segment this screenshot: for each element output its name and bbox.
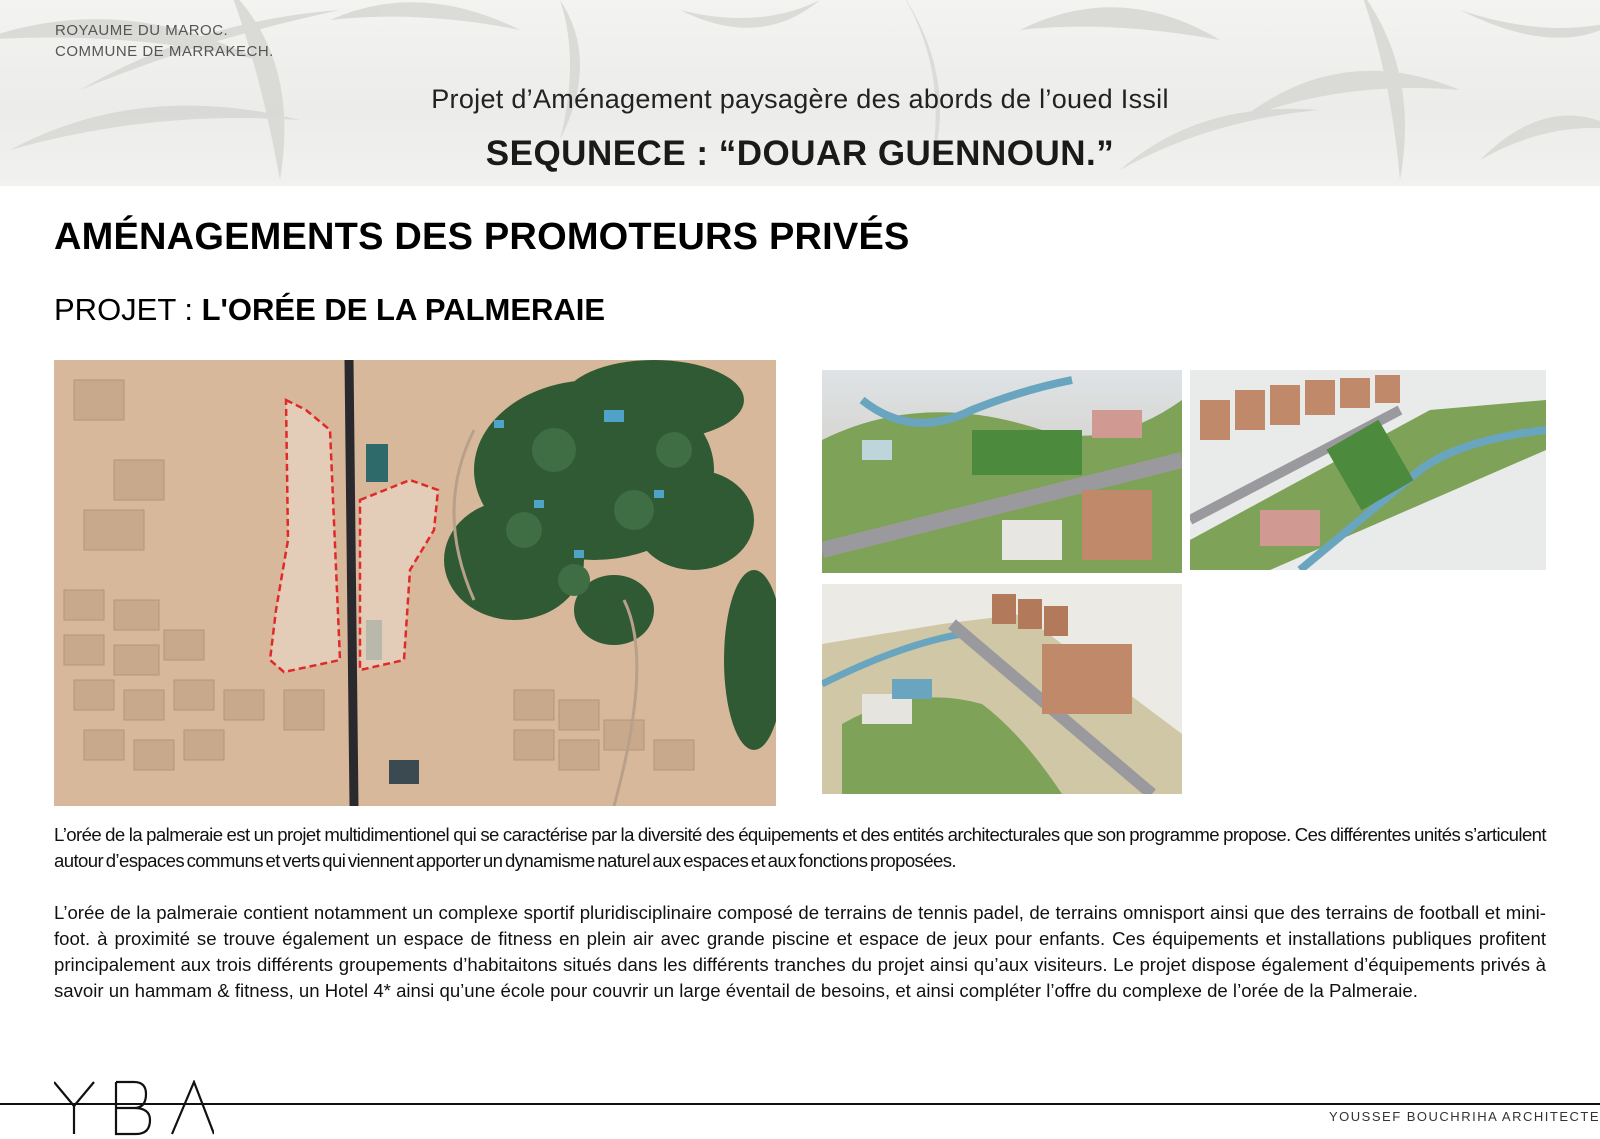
render-image-1 xyxy=(822,370,1182,573)
org-line-1: ROYAUME DU MAROC. xyxy=(55,22,229,39)
render-image-2 xyxy=(1190,370,1546,570)
organization-block xyxy=(55,20,274,62)
description-paragraph-1: L’orée de la palmeraie est un projet multidimentionel qui se caractérise par la diversité des équipements et des entités architecturales que son programme propose. Ces différentes unités s’articulent autour d’espaces communs et verts qui viennent apporter un dynamisme naturel aux espaces et aux fonctions proposées. xyxy=(54,824,1546,871)
render-view-3 xyxy=(822,584,1182,794)
description-paragraph-2: L’orée de la palmeraie contient notamment un complexe sportif pluridisciplinaire composé de terrains de tennis padel, de terrains omnisport ainsi que des terrains de football et mini-foot. à proximité se trouve également un espace de fitness en plein air avec grande piscine et espace de jeux pour enfants. Ces équipements et installations publiques profitent principalement aux trois différents groupements d’habitaitons situés dans les différents tranches du projet ainsi qu’aux visiteurs. Le projet dispose également d’équipements privés à savoir un hammam & fitness, un Hotel 4* ainsi qu’une école pour couvrir un large éventail de besoins, et ainsi compléter l’offre du complexe de l’orée de la Palmeraie. xyxy=(54,902,1546,1001)
project-prefix: PROJET : xyxy=(54,292,202,327)
section-heading: AMÉNAGEMENTS DES PROMOTEURS PRIVÉS xyxy=(54,216,910,258)
render-view-1 xyxy=(822,370,1182,573)
project-line xyxy=(54,292,605,328)
footer-office-name: YOUSSEF BOUCHRIHA ARCHITECTE xyxy=(1329,1109,1600,1124)
header-band xyxy=(0,0,1600,186)
sequence-title: SEQUNECE : “DOUAR GUENNOUN.” xyxy=(485,134,1115,173)
aerial-site-map xyxy=(54,360,776,806)
project-title: Projet d’Aménagement paysagère des abords de l’oued Issil xyxy=(431,84,1169,114)
footer-rule xyxy=(0,1103,1600,1105)
aerial-site-map-image xyxy=(54,360,776,806)
yba-logo xyxy=(54,1080,214,1136)
render-image-3 xyxy=(822,584,1182,794)
org-line-2: COMMUNE DE MARRAKECH. xyxy=(55,43,274,60)
render-view-2 xyxy=(1190,370,1546,570)
project-name: L'ORÉE DE LA PALMERAIE xyxy=(201,292,606,327)
